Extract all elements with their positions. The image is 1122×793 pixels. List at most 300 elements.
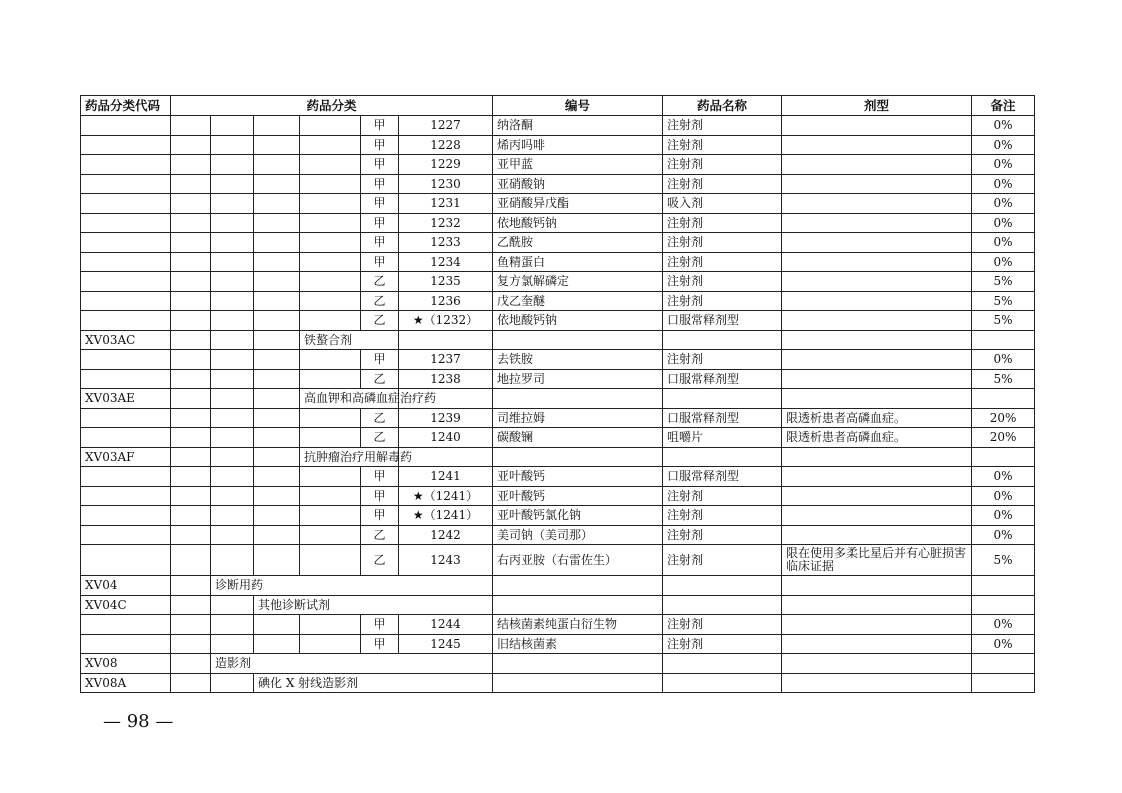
empty-cell <box>782 389 972 409</box>
table-row <box>81 506 1035 526</box>
grade-cell: 甲 <box>361 194 399 214</box>
code-cell <box>81 174 171 194</box>
category-cell <box>300 116 361 136</box>
empty-cell <box>493 330 663 350</box>
category-cell <box>211 116 254 136</box>
category-cell <box>300 135 361 155</box>
remark-cell <box>782 213 972 233</box>
table-row <box>81 545 1035 576</box>
header-form: 剂型 <box>782 96 972 116</box>
category-cell <box>211 369 254 389</box>
category-cell <box>254 135 300 155</box>
header-code: 药品分类代码 <box>81 96 171 116</box>
category-cell <box>211 174 254 194</box>
table-row <box>81 272 1035 292</box>
number-cell: 1231 <box>399 194 493 214</box>
dosage-form-cell: 注射剂 <box>663 174 782 194</box>
drug-name-cell: 戊乙奎醚 <box>493 291 663 311</box>
grade-cell: 甲 <box>361 252 399 272</box>
ratio-cell: 0% <box>972 486 1035 506</box>
category-cell <box>211 467 254 487</box>
dosage-form-cell: 注射剂 <box>663 252 782 272</box>
category-cell <box>211 634 254 654</box>
number-cell: ★（1232） <box>399 311 493 331</box>
category-cell <box>171 330 211 350</box>
dosage-form-cell: 注射剂 <box>663 233 782 253</box>
ratio-cell: 0% <box>972 155 1035 175</box>
empty-cell <box>399 330 493 350</box>
category-cell <box>171 350 211 370</box>
category-cell <box>300 634 361 654</box>
drug-name-cell: 鱼精蛋白 <box>493 252 663 272</box>
code-cell <box>81 194 171 214</box>
remark-cell: 限透析患者高磷血症。 <box>782 428 972 448</box>
table-row <box>81 673 1035 693</box>
category-label-cell: 高血钾和高磷血症治疗药 <box>300 389 399 409</box>
grade-cell: 乙 <box>361 408 399 428</box>
category-cell <box>171 389 211 409</box>
table-row <box>81 369 1035 389</box>
grade-cell: 乙 <box>361 311 399 331</box>
category-cell <box>171 467 211 487</box>
header-number: 编号 <box>493 96 663 116</box>
drug-name-cell: 去铁胺 <box>493 350 663 370</box>
empty-cell <box>782 654 972 674</box>
category-cell <box>171 311 211 331</box>
category-label-cell: 其他诊断试剂 <box>254 595 493 615</box>
empty-cell <box>493 389 663 409</box>
table-row <box>81 155 1035 175</box>
table-row <box>81 576 1035 596</box>
page-number: — 98 — <box>103 711 174 732</box>
drug-name-cell: 右丙亚胺（右雷佐生） <box>493 545 663 576</box>
category-cell <box>171 408 211 428</box>
grade-cell: 乙 <box>361 272 399 292</box>
code-cell <box>81 545 171 576</box>
grade-cell: 甲 <box>361 174 399 194</box>
category-cell <box>211 673 254 693</box>
category-cell <box>211 389 254 409</box>
remark-cell <box>782 634 972 654</box>
header-name: 药品名称 <box>663 96 782 116</box>
dosage-form-cell: 注射剂 <box>663 135 782 155</box>
category-cell <box>254 428 300 448</box>
category-cell <box>211 545 254 576</box>
drug-name-cell: 依地酸钙钠 <box>493 311 663 331</box>
remark-cell <box>782 506 972 526</box>
ratio-cell: 20% <box>972 408 1035 428</box>
category-cell <box>171 116 211 136</box>
dosage-form-cell: 注射剂 <box>663 213 782 233</box>
remark-cell <box>782 116 972 136</box>
category-cell <box>171 615 211 635</box>
remark-cell <box>782 525 972 545</box>
number-cell: 1233 <box>399 233 493 253</box>
category-cell <box>211 135 254 155</box>
category-cell <box>300 525 361 545</box>
category-cell <box>211 486 254 506</box>
category-code-cell: XV03AF <box>81 447 171 467</box>
grade-cell: 甲 <box>361 615 399 635</box>
category-cell <box>171 506 211 526</box>
empty-cell <box>493 595 663 615</box>
dosage-form-cell: 注射剂 <box>663 634 782 654</box>
category-cell <box>211 615 254 635</box>
category-cell <box>254 506 300 526</box>
code-cell <box>81 135 171 155</box>
remark-cell <box>782 174 972 194</box>
table-row <box>81 194 1035 214</box>
remark-cell: 限透析患者高磷血症。 <box>782 408 972 428</box>
table-row <box>81 311 1035 331</box>
category-label-cell: 铁螯合剂 <box>300 330 399 350</box>
grade-cell: 乙 <box>361 369 399 389</box>
empty-cell <box>663 595 782 615</box>
category-cell <box>300 369 361 389</box>
empty-cell <box>663 389 782 409</box>
number-cell: ★（1241） <box>399 506 493 526</box>
grade-cell: 乙 <box>361 545 399 576</box>
dosage-form-cell: 口服常释剂型 <box>663 467 782 487</box>
category-cell <box>211 233 254 253</box>
category-cell <box>171 174 211 194</box>
number-cell: 1228 <box>399 135 493 155</box>
drug-name-cell: 亚硝酸异戊酯 <box>493 194 663 214</box>
category-cell <box>171 272 211 292</box>
table-row <box>81 252 1035 272</box>
drug-name-cell: 依地酸钙钠 <box>493 213 663 233</box>
code-cell <box>81 116 171 136</box>
category-cell <box>254 194 300 214</box>
dosage-form-cell: 吸入剂 <box>663 194 782 214</box>
number-cell: 1235 <box>399 272 493 292</box>
remark-cell <box>782 252 972 272</box>
category-cell <box>211 428 254 448</box>
remark-cell <box>782 369 972 389</box>
ratio-cell: 0% <box>972 350 1035 370</box>
ratio-cell: 0% <box>972 615 1035 635</box>
number-cell: 1236 <box>399 291 493 311</box>
empty-cell <box>663 447 782 467</box>
ratio-cell: 0% <box>972 467 1035 487</box>
category-cell <box>211 330 254 350</box>
category-cell <box>300 506 361 526</box>
category-label-cell: 碘化 X 射线造影剂 <box>254 673 493 693</box>
ratio-cell: 5% <box>972 291 1035 311</box>
remark-cell <box>782 311 972 331</box>
drug-name-cell: 碳酸镧 <box>493 428 663 448</box>
empty-cell <box>972 576 1035 596</box>
empty-cell <box>493 673 663 693</box>
number-cell: ★（1241） <box>399 486 493 506</box>
category-label-cell: 诊断用药 <box>211 576 493 596</box>
empty-cell <box>493 654 663 674</box>
number-cell: 1243 <box>399 545 493 576</box>
ratio-cell: 5% <box>972 369 1035 389</box>
empty-cell <box>782 673 972 693</box>
empty-cell <box>663 673 782 693</box>
category-cell <box>300 213 361 233</box>
empty-cell <box>493 447 663 467</box>
number-cell: 1245 <box>399 634 493 654</box>
grade-cell: 甲 <box>361 486 399 506</box>
drug-table <box>80 95 1035 693</box>
dosage-form-cell: 注射剂 <box>663 272 782 292</box>
category-cell <box>254 174 300 194</box>
empty-cell <box>782 576 972 596</box>
category-cell <box>254 213 300 233</box>
ratio-cell: 5% <box>972 272 1035 292</box>
category-code-cell: XV03AC <box>81 330 171 350</box>
empty-cell <box>972 595 1035 615</box>
category-cell <box>171 369 211 389</box>
empty-cell <box>972 447 1035 467</box>
drug-name-cell: 亚甲蓝 <box>493 155 663 175</box>
drug-name-cell: 纳洛酮 <box>493 116 663 136</box>
category-cell <box>254 116 300 136</box>
grade-cell: 甲 <box>361 467 399 487</box>
dosage-form-cell: 注射剂 <box>663 350 782 370</box>
code-cell <box>81 615 171 635</box>
code-cell <box>81 408 171 428</box>
empty-cell <box>782 595 972 615</box>
empty-cell <box>972 654 1035 674</box>
remark-cell <box>782 135 972 155</box>
grade-cell: 甲 <box>361 155 399 175</box>
table-row <box>81 447 1035 467</box>
code-cell <box>81 291 171 311</box>
category-cell <box>171 673 211 693</box>
grade-cell: 乙 <box>361 291 399 311</box>
category-cell <box>211 408 254 428</box>
category-cell <box>254 155 300 175</box>
empty-cell <box>663 576 782 596</box>
number-cell: 1227 <box>399 116 493 136</box>
grade-cell: 甲 <box>361 135 399 155</box>
empty-cell <box>399 447 493 467</box>
category-cell <box>300 428 361 448</box>
number-cell: 1241 <box>399 467 493 487</box>
drug-name-cell: 亚叶酸钙 <box>493 486 663 506</box>
category-cell <box>211 595 254 615</box>
table-row <box>81 654 1035 674</box>
category-cell <box>300 615 361 635</box>
category-cell <box>211 311 254 331</box>
category-cell <box>254 408 300 428</box>
drug-name-cell: 亚硝酸钠 <box>493 174 663 194</box>
category-cell <box>300 311 361 331</box>
drug-name-cell: 乙酰胺 <box>493 233 663 253</box>
drug-name-cell: 地拉罗司 <box>493 369 663 389</box>
dosage-form-cell: 口服常释剂型 <box>663 408 782 428</box>
category-cell <box>254 369 300 389</box>
grade-cell: 甲 <box>361 116 399 136</box>
table-row <box>81 428 1035 448</box>
drug-name-cell: 司维拉姆 <box>493 408 663 428</box>
table-row <box>81 389 1035 409</box>
category-label-cell: 造影剂 <box>211 654 493 674</box>
ratio-cell: 20% <box>972 428 1035 448</box>
remark-cell <box>782 272 972 292</box>
category-code-cell: XV03AE <box>81 389 171 409</box>
dosage-form-cell: 注射剂 <box>663 525 782 545</box>
category-cell <box>300 545 361 576</box>
drug-name-cell: 亚叶酸钙 <box>493 467 663 487</box>
category-code-cell: XV04 <box>81 576 171 596</box>
dosage-form-cell: 口服常释剂型 <box>663 369 782 389</box>
table-row <box>81 213 1035 233</box>
category-cell <box>211 506 254 526</box>
drug-name-cell: 美司钠（美司那） <box>493 525 663 545</box>
code-cell <box>81 486 171 506</box>
category-cell <box>254 486 300 506</box>
code-cell <box>81 252 171 272</box>
code-cell <box>81 369 171 389</box>
dosage-form-cell: 咀嚼片 <box>663 428 782 448</box>
remark-cell <box>782 615 972 635</box>
dosage-form-cell: 注射剂 <box>663 486 782 506</box>
category-cell <box>254 291 300 311</box>
empty-cell <box>972 330 1035 350</box>
table-body <box>81 116 1035 693</box>
code-cell <box>81 350 171 370</box>
category-cell <box>254 615 300 635</box>
remark-cell <box>782 155 972 175</box>
table-row <box>81 233 1035 253</box>
code-cell <box>81 525 171 545</box>
category-cell <box>300 350 361 370</box>
ratio-cell: 0% <box>972 174 1035 194</box>
category-cell <box>211 447 254 467</box>
empty-cell <box>972 389 1035 409</box>
empty-cell <box>972 673 1035 693</box>
code-cell <box>81 506 171 526</box>
category-code-cell: XV08 <box>81 654 171 674</box>
empty-cell <box>782 330 972 350</box>
empty-cell <box>782 447 972 467</box>
ratio-cell: 0% <box>972 233 1035 253</box>
ratio-cell: 5% <box>972 311 1035 331</box>
category-cell <box>300 272 361 292</box>
grade-cell: 甲 <box>361 506 399 526</box>
grade-cell: 甲 <box>361 634 399 654</box>
category-cell <box>171 135 211 155</box>
remark-cell <box>782 291 972 311</box>
category-cell <box>211 272 254 292</box>
number-cell: 1240 <box>399 428 493 448</box>
number-cell: 1242 <box>399 525 493 545</box>
category-cell <box>171 634 211 654</box>
table-row <box>81 291 1035 311</box>
table-row <box>81 408 1035 428</box>
category-cell <box>254 525 300 545</box>
grade-cell: 甲 <box>361 233 399 253</box>
table-row <box>81 634 1035 654</box>
category-cell <box>211 252 254 272</box>
ratio-cell: 5% <box>972 545 1035 576</box>
category-cell <box>211 525 254 545</box>
category-cell <box>171 545 211 576</box>
table-row <box>81 174 1035 194</box>
grade-cell: 甲 <box>361 213 399 233</box>
code-cell <box>81 428 171 448</box>
category-code-cell: XV08A <box>81 673 171 693</box>
category-cell <box>171 291 211 311</box>
category-cell <box>254 330 300 350</box>
category-cell <box>254 252 300 272</box>
table-row <box>81 330 1035 350</box>
number-cell: 1238 <box>399 369 493 389</box>
dosage-form-cell: 注射剂 <box>663 545 782 576</box>
code-cell <box>81 467 171 487</box>
ratio-cell: 0% <box>972 525 1035 545</box>
remark-cell: 限在使用多柔比星后并有心脏损害临床证据 <box>782 545 972 576</box>
number-cell: 1239 <box>399 408 493 428</box>
table-row <box>81 486 1035 506</box>
category-cell <box>171 428 211 448</box>
number-cell: 1229 <box>399 155 493 175</box>
header-category: 药品分类 <box>171 96 493 116</box>
code-cell <box>81 634 171 654</box>
category-cell <box>211 194 254 214</box>
category-cell <box>254 311 300 331</box>
header-remark: 备注 <box>972 96 1035 116</box>
category-cell <box>211 155 254 175</box>
category-cell <box>171 654 211 674</box>
dosage-form-cell: 注射剂 <box>663 116 782 136</box>
category-cell <box>254 447 300 467</box>
category-cell <box>300 194 361 214</box>
category-cell <box>254 389 300 409</box>
ratio-cell: 0% <box>972 213 1035 233</box>
ratio-cell: 0% <box>972 116 1035 136</box>
drug-name-cell: 结核菌素纯蛋白衍生物 <box>493 615 663 635</box>
ratio-cell: 0% <box>972 634 1035 654</box>
grade-cell: 甲 <box>361 350 399 370</box>
number-cell: 1232 <box>399 213 493 233</box>
category-cell <box>171 447 211 467</box>
table-row <box>81 135 1035 155</box>
category-cell <box>211 350 254 370</box>
category-cell <box>171 486 211 506</box>
table-row <box>81 525 1035 545</box>
table-row <box>81 350 1035 370</box>
drug-name-cell: 旧结核菌素 <box>493 634 663 654</box>
remark-cell <box>782 486 972 506</box>
dosage-form-cell: 注射剂 <box>663 506 782 526</box>
table-row <box>81 467 1035 487</box>
category-cell <box>300 233 361 253</box>
category-cell <box>254 467 300 487</box>
empty-cell <box>663 330 782 350</box>
drug-name-cell: 亚叶酸钙氯化钠 <box>493 506 663 526</box>
dosage-form-cell: 注射剂 <box>663 291 782 311</box>
category-cell <box>171 213 211 233</box>
remark-cell <box>782 233 972 253</box>
ratio-cell: 0% <box>972 252 1035 272</box>
category-cell <box>300 174 361 194</box>
empty-cell <box>493 576 663 596</box>
ratio-cell: 0% <box>972 506 1035 526</box>
category-label-cell: 抗肿瘤治疗用解毒药 <box>300 447 399 467</box>
category-cell <box>171 233 211 253</box>
grade-cell: 乙 <box>361 525 399 545</box>
number-cell: 1234 <box>399 252 493 272</box>
remark-cell <box>782 194 972 214</box>
category-cell <box>254 545 300 576</box>
category-cell <box>171 525 211 545</box>
category-cell <box>254 233 300 253</box>
